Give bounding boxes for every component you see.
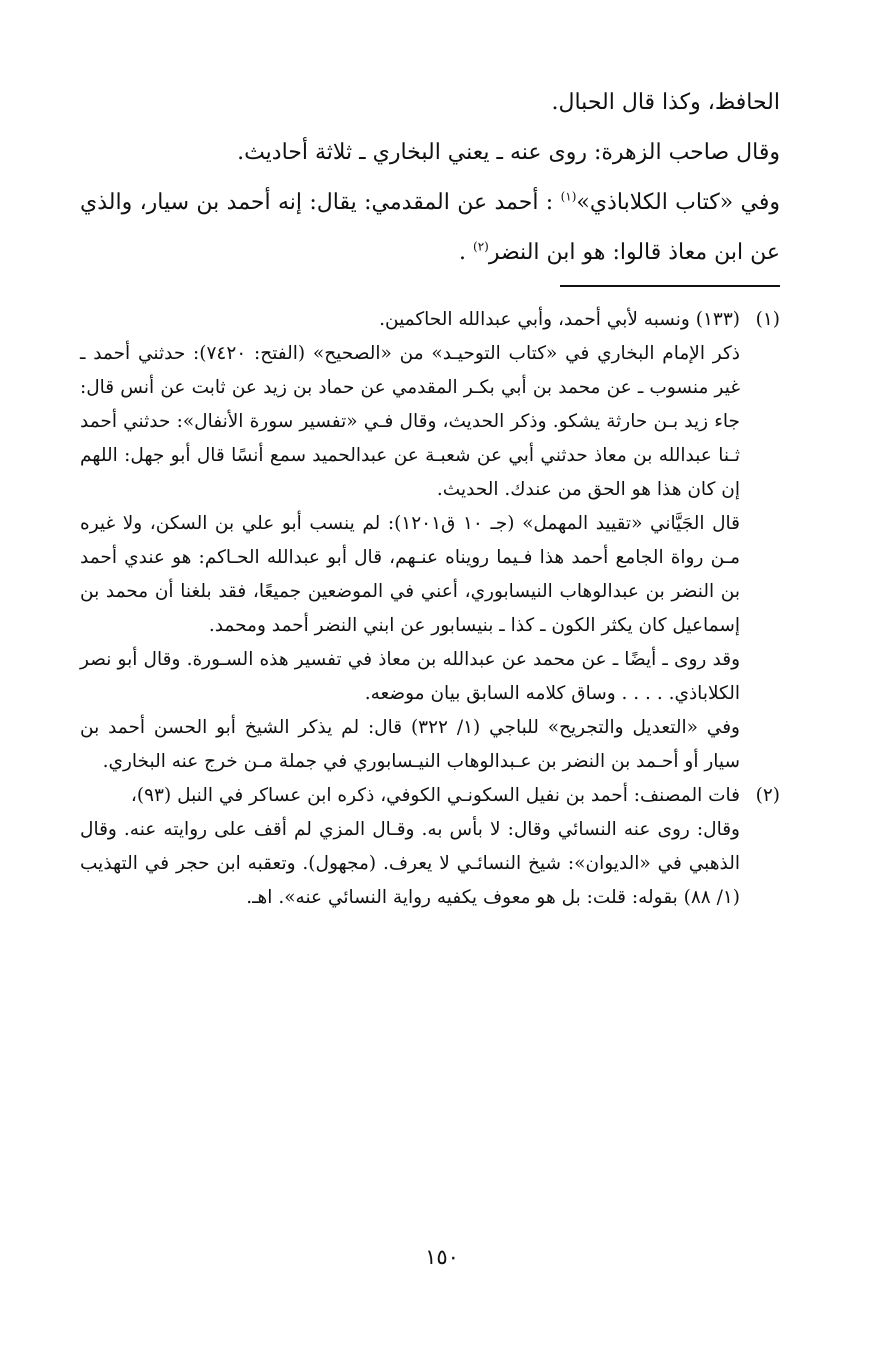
footnote-ref-2: (٢) bbox=[473, 239, 489, 254]
footnote-2-number: (٢) bbox=[755, 785, 780, 806]
main-para3-part-c: . bbox=[459, 240, 474, 265]
main-line-1: الحافظ، وكذا قال الحبال. bbox=[551, 90, 780, 115]
footnote-separator bbox=[560, 285, 780, 287]
main-para3-part-a: وفي «كتاب الكلاباذي» bbox=[576, 190, 780, 215]
footnote-1 bbox=[80, 303, 780, 779]
main-paragraph-3 bbox=[80, 178, 780, 278]
footnote-2-para-1: وقال: روى عنه النسائي وقال: لا بأس به. وقـال المزي لم أقف على روايته عنه. وقال الذهبي في «الديوان»: شيخ النسائـي لا يعرف. (مجهول). وتعقبه ابن حجر في التهذيب (١/ ٨٨) بقوله: قلت: بل هو معوف يكفيه رواية النسائي عنه». اهـ. bbox=[80, 819, 740, 908]
footnote-1-para-1: ذكر الإمام البخاري في «كتاب التوحيـد» من «الصحيح» (الفتح: ٧٤٢٠): حدثني أحمد ـ غير منسوب ـ عن محمد بن أبي بكـر المقدمي عن حماد بن زيد عن ثابت عن أنس قال: جاء زيد بـن حارثة يشكو. وذكر الحديث، وقال فـي «تفسير سورة الأنفال»: حدثني أحمد ثـنا عبدالله بن معاذ حدثني أبي عن شعبـة عن عبدالحميد سمع أنسًا قال أبو جهل: اللهم إن كان هذا هو الحق من عندك. الحديث. bbox=[80, 343, 741, 500]
main-text bbox=[80, 78, 780, 278]
footnote-1-number: (١) bbox=[755, 309, 780, 330]
main-para3-part-b: : أحمد عن المقدمي: يقال: إنه أحمد بن سيار، والذي عن ابن معاذ قالوا: هو ابن النضر bbox=[80, 190, 780, 265]
footnotes bbox=[80, 303, 780, 915]
footnote-1-head bbox=[80, 303, 780, 337]
footnote-2 bbox=[80, 779, 780, 915]
footnote-1-para-2: قال الجَيَّاني «تقييد المهمل» (جـ ١٠ ق١٢٠١): لم ينسب أبو علي بن السكن، ولا غيره مـن رواة الجامع أحمد هذا فـيما رويناه عنـهم، قال أبو عبدالله الحـاكم: هو عندي أحمد بن النضر بن عبدالوهاب النيسابوري، أعني في الموضعين جميعًا، فقد بلغنا أن محمد بن إسماعيل كان يكثر الكون ـ كذا ـ بنيسابور عن ابني النضر أحمد ومحمد. bbox=[80, 513, 740, 636]
footnote-1-first-line: (١٣٣) ونسبه لأبي أحمد، وأبي عبدالله الحاكمين. bbox=[379, 309, 740, 330]
main-line-2: وقال صاحب الزهرة: روى عنه ـ يعني البخاري ـ ثلاثة أحاديث. bbox=[237, 140, 780, 165]
footnote-2-first-line: فات المصنف: أحمد بن نفيل السكونـي الكوفي، ذكره ابن عساكر في النبل (٩٣)، bbox=[130, 785, 740, 806]
footnote-1-para-3: وقد روى ـ أيضًا ـ عن محمد عن عبدالله بن معاذ في تفسير هذه السـورة. وقال أبو نصر الكلاباذي. . . . . وساق كلامه السابق بيان موضعه. bbox=[80, 649, 740, 704]
footnote-ref-1: (١) bbox=[560, 189, 577, 204]
footnote-1-para-4: وفي «التعديل والتجريح» للباجي (١/ ٣٢٢) قال: لم يذكر الشيخ أبو الحسن أحمد بن سيار أو أحـمد بن النضر بن عـبدالوهاب النيـسابوري في جملة مـن خرج عنه البخاري. bbox=[80, 717, 740, 772]
page-number: ١٥٠ bbox=[425, 1245, 459, 1269]
footnote-2-head bbox=[80, 779, 780, 813]
